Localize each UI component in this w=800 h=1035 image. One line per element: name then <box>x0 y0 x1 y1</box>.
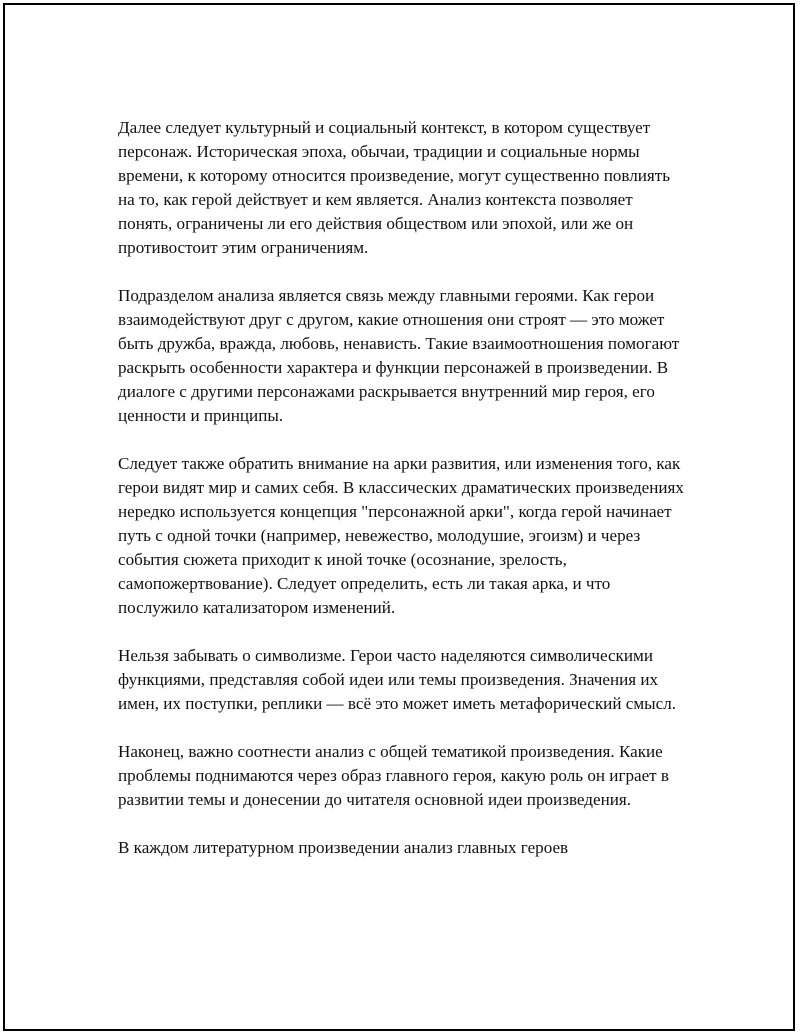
paragraph-character-arcs: Следует также обратить внимание на арки развития, или изменения того, как герои видят мир и самих себя. В классических драматических произведениях нередко используется концепция "персонажной арки", когда герой начинает путь с одной точки (например, невежество, молодушие, эгоизм) и через события сюжета приходит к иной точке (осознание, зрелость, самопожертвование). Следует определить, есть ли такая арка, и что послужило катализатором изменений. <box>118 454 684 617</box>
paragraph-conclusion: В каждом литературном произведении анализ главных героев <box>118 838 569 857</box>
paragraph-symbolism: Нельзя забывать о символизме. Герои часто наделяются символическими функциями, представляя собой идеи или темы произведения. Значения их имен, их поступки, реплики — всё это может иметь метафорический смысл. <box>118 646 677 713</box>
document-body <box>118 116 684 884</box>
paragraph-cultural-context: Далее следует культурный и социальный контекст, в котором существует персонаж. Историческая эпоха, обычаи, традиции и социальные нормы времени, к которому относится произведение, могут существенно повлиять на то, как герой действует и кем является. Анализ контекста позволяет понять, ограничены ли его действия обществом или эпохой, или же он противостоит этим ограничениям. <box>118 118 671 257</box>
paragraph-character-relations: Подразделом анализа является связь между главными героями. Как герои взаимодействуют друг с другом, какие отношения они строят — это может быть дружба, вражда, любовь, ненависть. Такие взаимоотношения помогают раскрыть особенности характера и функции персонажей в произведении. В диалоге с другими персонажами раскрывается внутренний мир героя, его ценности и принципы. <box>118 286 680 425</box>
paragraph-themes: Наконец, важно соотнести анализ с общей тематикой произведения. Какие проблемы поднимаются через образ главного героя, какую роль он играет в развитии темы и донесении до читателя основной идеи произведения. <box>118 742 669 809</box>
